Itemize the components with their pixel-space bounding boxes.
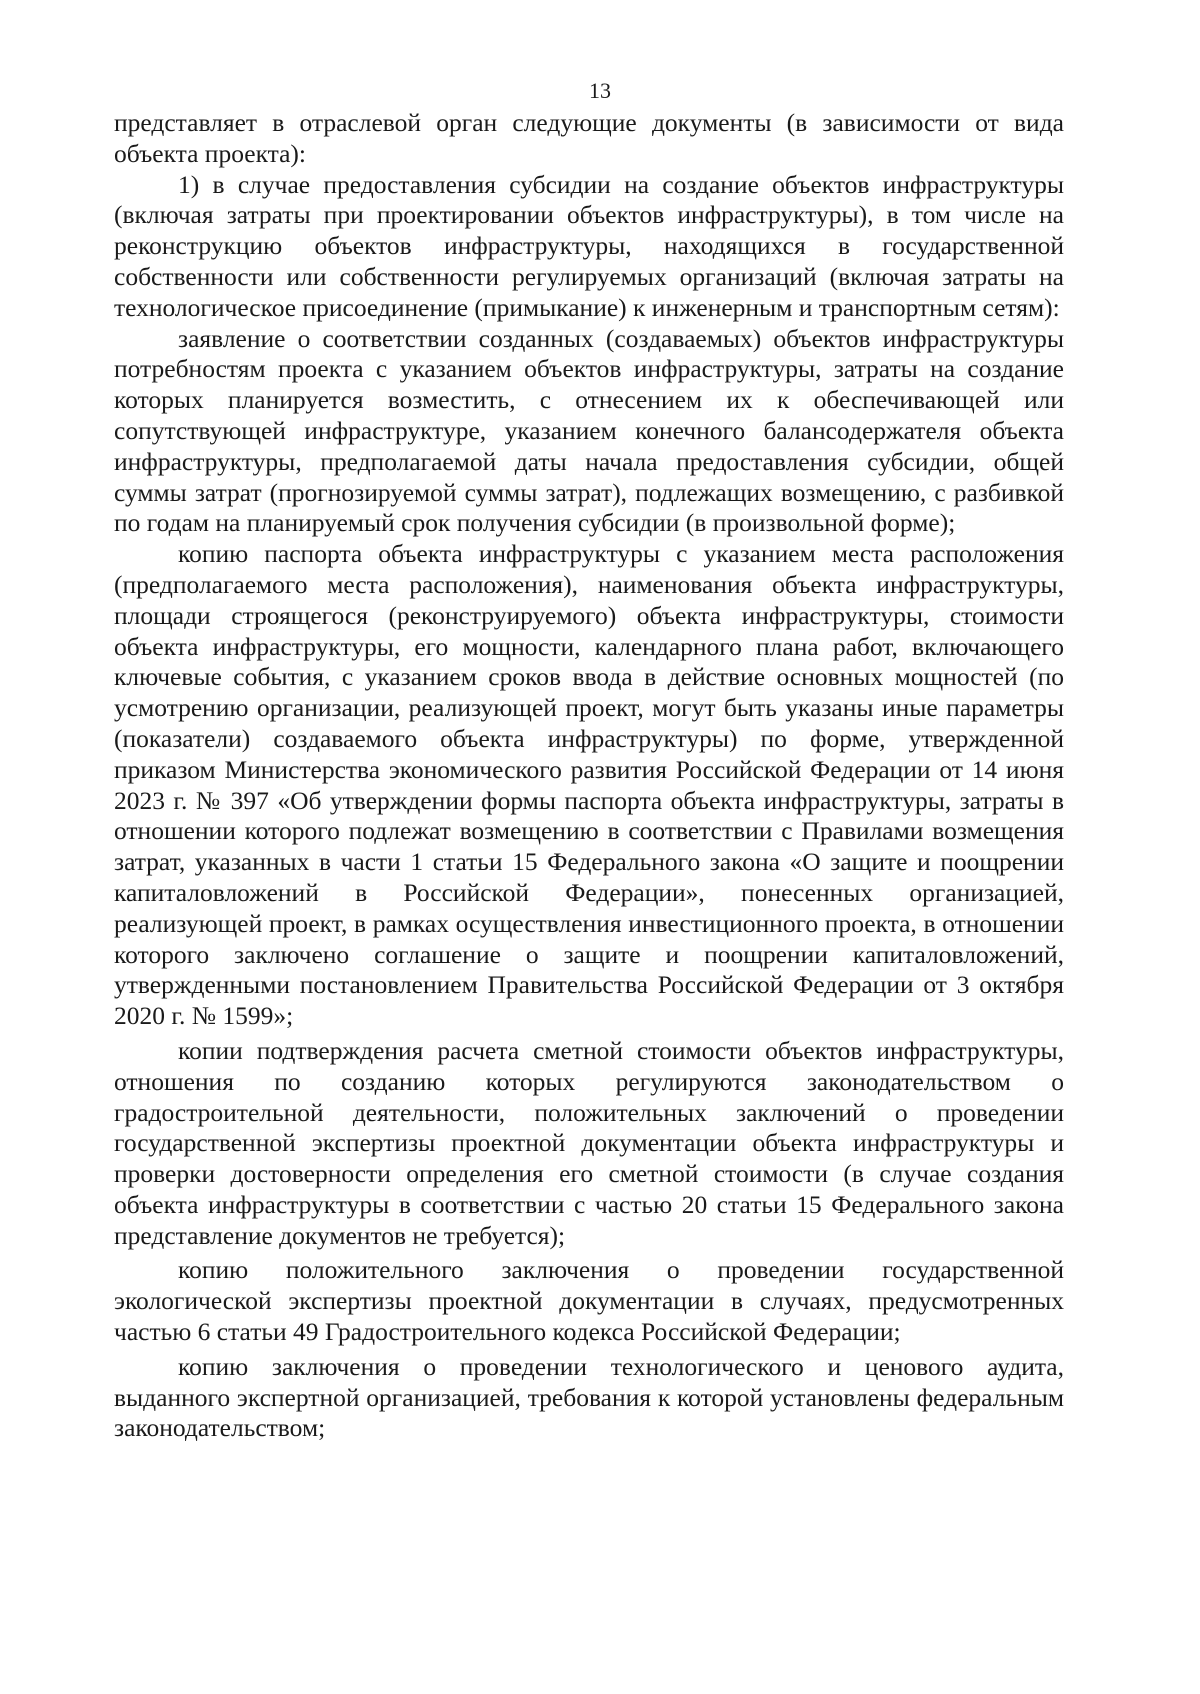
- paragraph-intro: представляет в отраслевой орган следующие документы (в зависимости от вида объекта проекта):: [114, 108, 1064, 168]
- paragraph-estimate-confirmation: копии подтверждения расчета сметной стоимости объектов инфраструктуры, отношения по созданию которых регулируются законодательством о градостроительной деятельности, положительных заключений о проведении государственной экспертизы проектной документации объекта инфраструктуры и проверки достоверности определения его сметной стоимости (в случае создания объекта инфраструктуры в соответствии с частью 20 статьи 15 Федерального закона представление документов не требуется);: [114, 1035, 1064, 1250]
- document-body: [114, 108, 1064, 1444]
- page-number: 13: [589, 78, 611, 103]
- paragraph-ecological-expertise: копию положительного заключения о проведении государственной экологической экспертизы проектной документации в случаях, предусмотренных частью 6 статьи 49 Градостроительного кодекса Российской Федерации;: [114, 1255, 1064, 1347]
- paragraph-passport-copy: копию паспорта объекта инфраструктуры с указанием места расположения (предполагаемого места расположения), наименования объекта инфраструктуры, площади строящегося (реконструируемого) объекта инфраструктуры, стоимости объекта инфраструктуры, его мощности, календарного плана работ, включающего ключевые события, с указанием сроков ввода в действие основных мощностей (по усмотрению организации, реализующей проект, могут быть указаны иные параметры (показатели) создаваемого объекта инфраструктуры) по форме, утвержденной приказом Министерства экономического развития Российской Федерации от 14 июня 2023 г. № 397 «Об утверждении формы паспорта объекта инфраструктуры, затраты в отношении которого подлежат возмещению в соответствии с Правилами возмещения затрат, указанных в части 1 статьи 15 Федерального закона «О защите и поощрении капиталовложений в Российской Федерации», понесенных организацией, реализующей проект, в рамках осуществления инвестиционного проекта, в отношении которого заключено соглашение о защите и поощрении капиталовложений, утвержденными постановлением Правительства Российской Федерации от 3 октября 2020 г. № 1599»;: [114, 539, 1064, 1031]
- paragraph-application-statement: заявление о соответствии созданных (создаваемых) объектов инфраструктуры потребностям проекта с указанием объектов инфраструктуры, затраты на создание которых планируется возместить, с отнесением их к обеспечивающей или сопутствующей инфраструктуре, указанием конечного балансодержателя объекта инфраструктуры, предполагаемой даты начала предоставления субсидии, общей суммы затрат (прогнозируемой суммы затрат), подлежащих возмещению, с разбивкой по годам на планируемый срок получения субсидии (в произвольной форме);: [114, 323, 1064, 538]
- paragraph-audit-conclusion: копию заключения о проведении технологического и ценового аудита, выданного экспертной организацией, требования к которой установлены федеральным законодательством;: [114, 1351, 1064, 1443]
- paragraph-item-1: 1) в случае предоставления субсидии на создание объектов инфраструктуры (включая затраты при проектировании объектов инфраструктуры), в том числе на реконструкцию объектов инфраструктуры, находящихся в государственной собственности или собственности регулируемых организаций (включая затраты на технологическое присоединение (примыкание) к инженерным и транспортным сетям):: [114, 169, 1064, 322]
